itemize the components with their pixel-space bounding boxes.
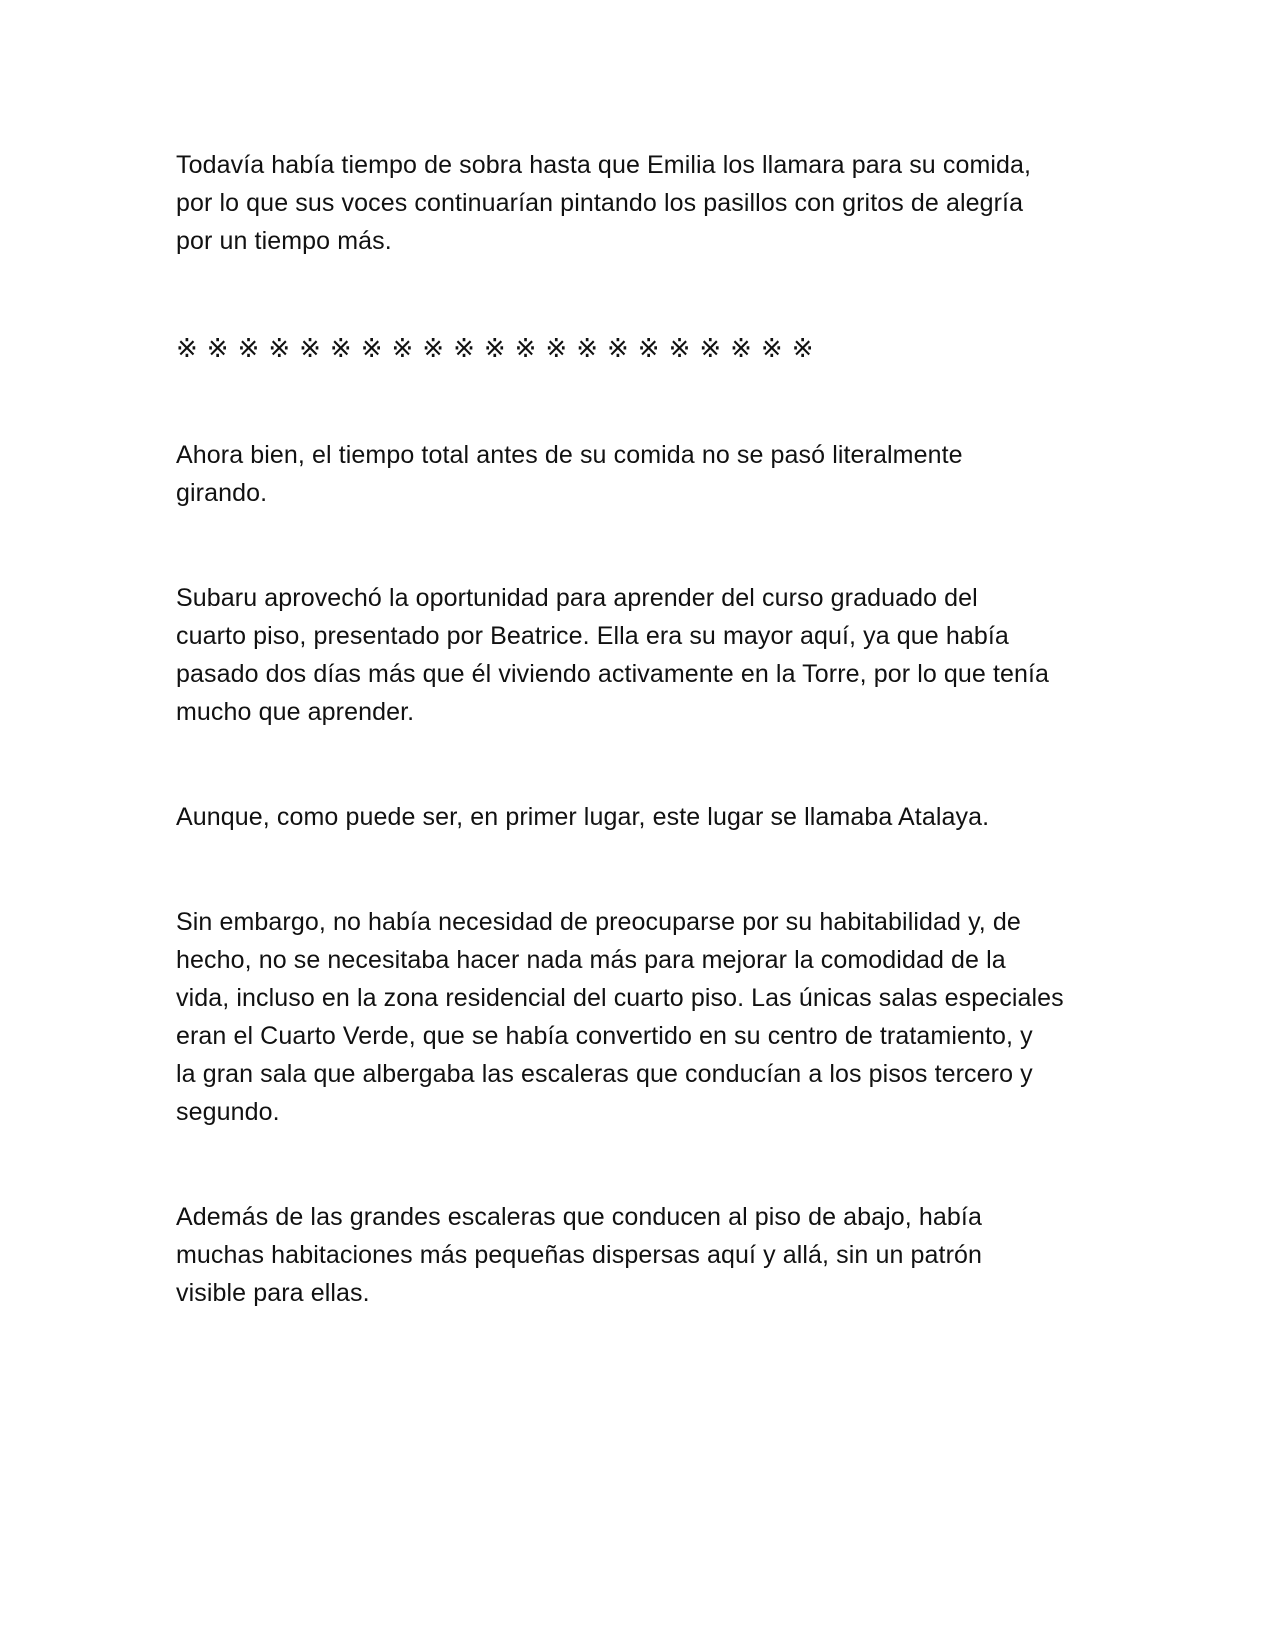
text-line: eran el Cuarto Verde, que se había convertido en su centro de tratamiento, y xyxy=(176,1022,1033,1050)
text-line: pasado dos días más que él viviendo activamente en la Torre, por lo que tenía xyxy=(176,660,1050,688)
text-line: Aunque, como puede ser, en primer lugar, este lugar se llamaba Atalaya. xyxy=(176,803,990,831)
paragraph-6 xyxy=(176,1198,1116,1312)
section-separator: ※※※※※※※※※※※※※※※※※※※※※ xyxy=(176,334,823,364)
text-line: visible para ellas. xyxy=(176,1279,370,1307)
text-line: hecho, no se necesitaba hacer nada más para mejorar la comodidad de la xyxy=(176,946,1006,974)
text-line: segundo. xyxy=(176,1098,280,1126)
paragraph-1 xyxy=(176,146,1116,260)
text-line: vida, incluso en la zona residencial del cuarto piso. Las únicas salas especiales xyxy=(176,984,1064,1012)
text-line: mucho que aprender. xyxy=(176,698,415,726)
text-line: Todavía había tiempo de sobra hasta que Emilia los llamara para su comida, xyxy=(176,151,1032,179)
text-line: la gran sala que albergaba las escaleras que conducían a los pisos tercero y xyxy=(176,1060,1033,1088)
paragraph-3 xyxy=(176,579,1116,731)
text-line: Sin embargo, no había necesidad de preocuparse por su habitabilidad y, de xyxy=(176,908,1021,936)
text-line: muchas habitaciones más pequeñas dispersas aquí y allá, sin un patrón xyxy=(176,1241,982,1269)
text-line: cuarto piso, presentado por Beatrice. Ella era su mayor aquí, ya que había xyxy=(176,622,1009,650)
paragraph-4 xyxy=(176,798,1116,836)
text-line: por lo que sus voces continuarían pintando los pasillos con gritos de alegría xyxy=(176,189,1024,217)
text-line: Subaru aprovechó la oportunidad para aprender del curso graduado del xyxy=(176,584,978,612)
text-line: girando. xyxy=(176,479,268,507)
paragraph-2 xyxy=(176,436,1116,512)
text-line: por un tiempo más. xyxy=(176,227,392,255)
text-line: Además de las grandes escaleras que conducen al piso de abajo, había xyxy=(176,1203,982,1231)
text-line: Ahora bien, el tiempo total antes de su comida no se pasó literalmente xyxy=(176,441,963,469)
document-body xyxy=(176,146,1116,1312)
paragraph-5 xyxy=(176,903,1116,1131)
